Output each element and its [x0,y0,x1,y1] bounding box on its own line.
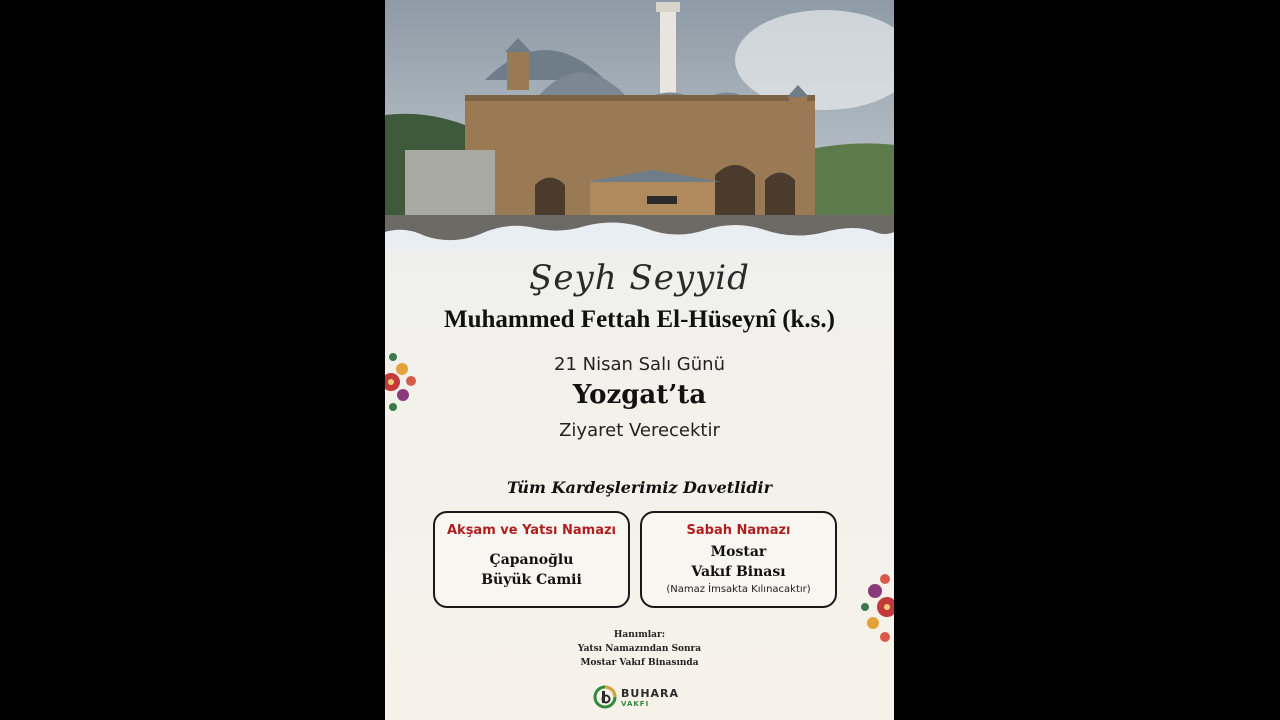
morning-location-line2: Vakıf Binası [691,564,786,580]
date-line: 21 Nisan Salı Günü [554,354,725,375]
women-label: Hanımlar: [613,630,666,640]
main-title: Muhammed Fettah El-Hüseynî (k.s.) [444,306,835,333]
evening-location-line1: Çapanoğlu [489,552,574,568]
invite-line: Tüm Kardeşlerimiz Davetlidir [506,478,773,497]
evening-location-line2: Büyük Camii [481,572,582,588]
evening-prayer-box [433,511,630,608]
morning-prayer-heading: Sabah Namazı [686,523,791,538]
morning-location-line1: Mostar [710,544,767,560]
poster [385,0,894,720]
logo-subtitle: VAKFI [621,700,650,708]
morning-prayer-note: (Namaz İmsakta Kılınacaktır) [666,584,811,595]
logo-name: BUHARA [621,687,680,700]
mosque-photo [385,0,894,250]
city-line: Yozgat’ta [572,380,707,410]
evening-prayer-heading: Akşam ve Yatsı Namazı [446,523,617,538]
women-info [385,628,894,670]
morning-prayer-box [640,511,837,608]
buhara-logo [593,685,703,713]
script-title: Şeyh Seyyid [529,258,750,298]
logo-emblem-icon [593,685,617,709]
women-line1: Yatsı Namazından Sonra [577,644,702,654]
visit-line: Ziyaret Verecektir [559,420,720,441]
women-line2: Mostar Vakıf Binasında [580,658,699,668]
